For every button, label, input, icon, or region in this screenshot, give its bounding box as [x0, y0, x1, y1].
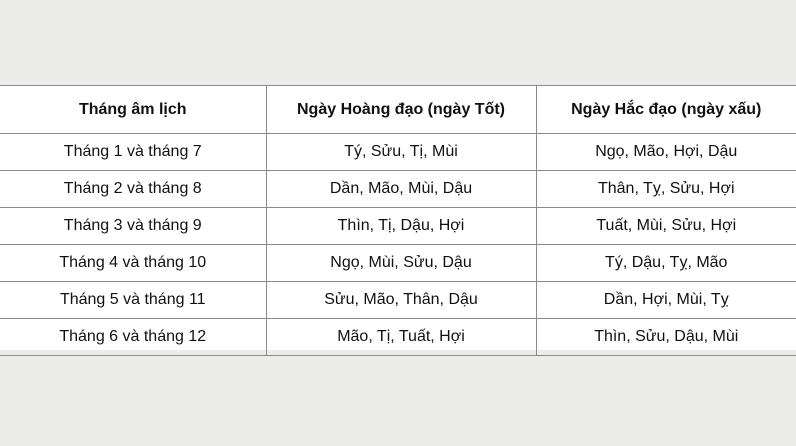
cell-bad-days: Ngọ, Mão, Hợi, Dậu [536, 134, 796, 171]
table-row [0, 245, 796, 282]
cell-month: Tháng 2 và tháng 8 [0, 171, 266, 208]
table-row [0, 134, 796, 171]
cell-bad-days: Dần, Hợi, Mùi, Tỵ [536, 282, 796, 319]
lunar-month-table [0, 85, 796, 356]
cell-good-days: Tý, Sửu, Tị, Mùi [266, 134, 536, 171]
table-row [0, 282, 796, 319]
cell-month: Tháng 6 và tháng 12 [0, 319, 266, 356]
cell-month: Tháng 4 và tháng 10 [0, 245, 266, 282]
cell-month: Tháng 3 và tháng 9 [0, 208, 266, 245]
header-bad-days: Ngày Hắc đạo (ngày xấu) [536, 86, 796, 134]
table-row [0, 208, 796, 245]
cell-bad-days: Tý, Dậu, Tỵ, Mão [536, 245, 796, 282]
cell-good-days: Mão, Tị, Tuất, Hợi [266, 319, 536, 356]
cell-bad-days: Thìn, Sửu, Dậu, Mùi [536, 319, 796, 356]
cell-month: Tháng 1 và tháng 7 [0, 134, 266, 171]
cell-bad-days: Thân, Tỵ, Sửu, Hợi [536, 171, 796, 208]
cell-good-days: Ngọ, Mùi, Sửu, Dậu [266, 245, 536, 282]
table-row [0, 319, 796, 356]
header-lunar-month: Tháng âm lịch [0, 86, 266, 134]
table-header-row [0, 86, 796, 134]
cell-good-days: Thìn, Tị, Dậu, Hợi [266, 208, 536, 245]
cell-good-days: Dần, Mão, Mùi, Dậu [266, 171, 536, 208]
table-row [0, 171, 796, 208]
cell-bad-days: Tuất, Mùi, Sửu, Hợi [536, 208, 796, 245]
cell-good-days: Sửu, Mão, Thân, Dậu [266, 282, 536, 319]
cell-month: Tháng 5 và tháng 11 [0, 282, 266, 319]
header-good-days: Ngày Hoàng đạo (ngày Tốt) [266, 86, 536, 134]
lunar-month-table-container [0, 85, 796, 350]
